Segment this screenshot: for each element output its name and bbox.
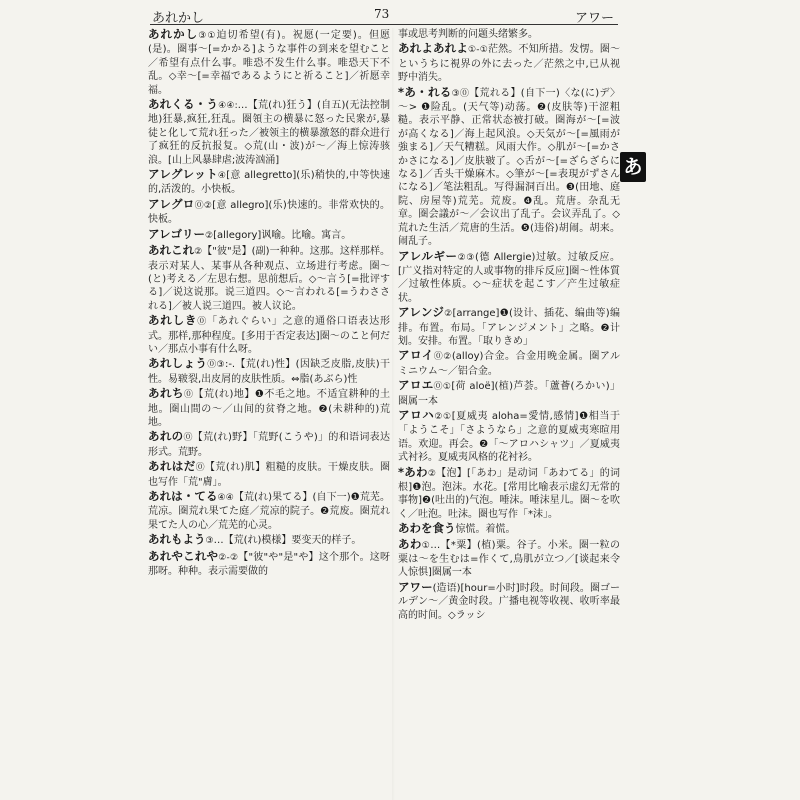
entry-headword: あれの	[148, 429, 184, 444]
entry-definition: 【荒(れ)野】「荒野(こうや)」的和语词表达形式。荒野。	[148, 432, 390, 458]
entry-accent: ⓪②	[194, 200, 213, 211]
entry-headword: あわを食う	[398, 521, 456, 536]
running-head-first-entry: あれかし	[152, 11, 205, 26]
entry-accent: ①-①	[468, 45, 488, 56]
entry-definition: 【"彼"や"是"や】这个那个。这呀那呀。种种。表示需要做的	[148, 551, 390, 578]
entry-definition: 【荒(れ)地】❶不毛之地。不适宜耕种的土地。圏山間の～／山间的贫脊之地。❷(未耕种的)荒地。	[148, 389, 390, 428]
entry-headword: あれよあれよ	[398, 41, 469, 56]
entry-headword: あれしょう	[148, 356, 208, 371]
entry-accent: ⓪	[184, 390, 194, 401]
entry-accent: ②	[444, 309, 453, 320]
running-head	[150, 6, 618, 25]
right-column	[398, 28, 620, 800]
dictionary-entry	[148, 198, 390, 227]
entry-definition: (造语)[hour=小时]时段。时间段。圏ゴールデン～／黄金时段。广播电视等收视、收听率最高的时间。◇ラッシ	[398, 582, 620, 621]
entry-headword: アレルギー	[398, 248, 458, 263]
entry-headword: あれはだ	[148, 459, 196, 474]
entry-headword: アレゴリー	[148, 226, 206, 241]
dictionary-entry	[148, 244, 390, 313]
dictionary-entry	[148, 490, 390, 532]
entry-headword: アレグロ	[148, 196, 195, 211]
entry-definition: [arrange]❶(设计、插花、编曲等)编排。布置。布局。「アレンジメント」之略。❷计划。安排。布置。「取りきめ」	[398, 308, 620, 347]
entry-definition: [荷 aloë](植)芦荟。「蘆薈(ろかい)」圏属一本	[398, 381, 620, 407]
dictionary-entry	[148, 460, 390, 489]
entry-definition: 惊慌。着慌。	[455, 524, 516, 536]
entry-definition: (德 Allergie)过敏。过敏反应。[广义指对特定的人或事物的排斥反应]圏～性体質／过敏性体质。◇～症状を起こす／产生过敏症状。	[398, 251, 620, 304]
dictionary-entry	[398, 522, 620, 536]
dictionary-entry	[148, 28, 390, 97]
dictionary-entry	[398, 466, 620, 522]
dictionary-entry	[148, 387, 390, 429]
entry-definition: …【荒(れ)模様】要变天的样子。	[213, 535, 362, 547]
running-head-last-entry: アワー	[574, 11, 614, 26]
page-number: 73	[374, 7, 390, 21]
entry-definition: 事或思考判断的问题头绪繁多。	[398, 29, 538, 40]
dictionary-entry	[148, 357, 390, 386]
column-divider	[392, 28, 395, 800]
dictionary-entry	[398, 250, 620, 306]
entry-accent: ③	[205, 536, 214, 547]
entry-accent: ⓪	[183, 433, 193, 444]
dictionary-entry	[398, 42, 620, 84]
entry-headword: アレグレット	[148, 167, 218, 182]
entry-accent: ②	[194, 247, 203, 258]
entry-definition: 【荒(れ)肌】粗糙的皮肤。干燥皮肤。圏也写作「荒"膚」。	[148, 462, 390, 488]
entry-headword: アロイ	[398, 348, 434, 363]
entry-definition: [allegory]讽喻。比喻。寓言。	[213, 229, 352, 241]
entry-definition: 茫然。不知所措。发愣。圏～というちに視界の外に去った／茫然之中,已从视野中消失。	[398, 44, 620, 84]
dictionary-entry	[148, 98, 390, 167]
dictionary-entry	[148, 430, 390, 459]
entry-definition: [意 allegretto](乐)稍快的,中等快速的,活泼的。小快板。	[148, 170, 390, 196]
entry-definition: 【荒れる】(自下一)〈な(に)デ〉～> ❶险乱。(天气等)动荡。❷(皮肤等)干涩粗糙。表示平静、正常状态被打破。圏海が～[=波が高くなる]／海上起风浪。◇天気が～[=風雨が強まる]／天气糟糕。风雨大作。◇肌が～[=かさかさになる]／皮肤皲了。◇舌が～[=ざらざらになる]／舌头干燥麻木。◇筆が～[=表現がずさんになる]／笔法粗乱。写得漏洞百出。❸(田地、庭院、房屋等)荒芜。荒废。❹乱。荒唐。杂乱无章。圏会議が～／会议出了乱子。会议弄乱了。◇荒れた生活／荒唐的生活。❺(违俗)胡闹。胡来。闹乱子。	[398, 87, 620, 248]
entry-accent: ②	[205, 230, 214, 241]
entry-accent: ③①	[198, 31, 217, 41]
entry-accent: ⓪①	[433, 382, 452, 393]
entry-definition: 【荒(れ)果てる】(自下一)❶荒芜。荒凉。圏荒れ果てた庭／荒凉的院子。❷荒废。圏荒れ果てた人の心／荒芜的心灵。	[148, 492, 390, 531]
dictionary-entry	[398, 86, 620, 249]
entry-headword: あれち	[148, 386, 185, 401]
entry-headword: アロエ	[398, 378, 434, 393]
dictionary-entry	[398, 379, 620, 408]
entry-definition: 【泡】[「あわ」是动词「あわてる」的词根]❶泡。泡沫。水花。[常用比喻表示虚幻无常的事物]❷(吐出的)气泡。唾沫。唾沫星儿。圏～を吹く／吐泡。吐沫。圏也写作「*沫」。	[398, 467, 620, 520]
entry-definition: 迫切希望(有)。祝愿(一定要)。但愿(是)。圏事～[=かかる]ような事件の到来を望むこと／希望有点什么事。唯恐不发生什么事。唯恐天下不乱。◇幸～[=幸福であるようにと祈ること]／祈愿幸福。	[148, 30, 390, 96]
entry-definition: [意 allegro](乐)快速的。非常欢快的。快板。	[148, 199, 390, 226]
entry-definition: …【荒(れ)狂う】(自五)(无法控制地)狂暴,疯狂,狂乱。圏領主の横暴に怒った民衆が,暴徒と化して荒れ狂った／被领主的横暴激怒的群众进行了疯狂的反抗报复。◇荒(山・波)が～／海上惊涛骇浪。[山上风暴肆虐;波涛汹涌]	[148, 100, 390, 166]
entry-headword: アワー	[398, 579, 433, 594]
entry-definition: :-.【荒(れ)性】(因缺乏皮脂,皮肤)干性。易皲裂,出皮屑的皮肤性质。⇔脂(あぶら)性	[148, 359, 390, 385]
dictionary-entry	[148, 533, 390, 548]
dictionary-entry	[148, 228, 390, 243]
dictionary-entry	[398, 349, 620, 378]
entry-accent: ②-②	[218, 552, 239, 563]
entry-definition: …【*粟】(植)粟。谷子。小米。圏一粒の粟は～を生むは=作くて,鳥肌が立つ／[谈起来令人惊惧]圏属一本	[398, 539, 620, 579]
entry-accent: ④④	[217, 493, 234, 503]
entry-accent: ④④:	[218, 101, 238, 112]
dictionary-entry	[398, 306, 620, 348]
dictionary-entry	[148, 550, 390, 579]
entry-headword: あれくる・う	[148, 97, 219, 112]
entry-headword: *あ・れる	[398, 84, 452, 99]
entry-definition: 【"彼"是】(副)一种种。这那。这样那样。表示对某人、某事从各种观点、立场进行考虑。圏～(と)考える／左思右想。思前想后。◇～言う[=批评する]／说这说那。说三道四。◇～言われる[=うわさされる]／被人说三道四。被人议论。	[148, 246, 390, 312]
dictionary-entry	[148, 168, 390, 197]
entry-accent: ⓪②	[433, 352, 452, 363]
entry-headword: アロハ	[398, 407, 435, 422]
entry-headword: あわ	[398, 536, 422, 551]
entry-accent: ③⓪	[451, 88, 470, 99]
entry-accent: ②③	[457, 252, 475, 263]
dictionary-entry	[398, 538, 620, 580]
dictionary-entry	[148, 314, 390, 356]
entry-headword: あれこれ	[148, 243, 195, 258]
left-column	[148, 28, 390, 800]
entry-accent: ⓪	[195, 463, 206, 474]
entry-headword: あれもよう	[148, 532, 206, 547]
entry-headword: あれやこれや	[148, 548, 219, 563]
entry-accent: ⓪③	[207, 360, 225, 371]
entry-headword: アレンジ	[398, 305, 445, 320]
entry-accent: ⓪	[197, 317, 208, 328]
entry-definition: (alloy)合金。合金用晚金属。圏アルミニウム～／铝合金。	[398, 351, 620, 377]
entry-accent: ②①	[434, 411, 452, 422]
entry-definition: [夏威夷 aloha=愛情,感情]❶相当于「ようこそ」「さようなら」之意的夏威夷寒暄用语。欢迎。再会。❷「～アロハシャツ」／夏威夷式衬衫。夏威夷风格的花衬衫。	[398, 410, 620, 464]
entry-accent: ①	[421, 540, 431, 551]
thumb-index-tab: あ	[620, 152, 646, 182]
entry-accent: ②	[427, 468, 437, 479]
dictionary-entry	[398, 409, 620, 465]
entry-headword: あれかし	[148, 28, 199, 41]
dictionary-entry	[398, 28, 620, 41]
dictionary-entry	[398, 581, 620, 622]
entry-headword: *あわ	[398, 464, 428, 479]
entry-headword: あれしき	[148, 313, 198, 328]
entry-accent: ④	[217, 171, 227, 182]
entry-headword: あれは・てる	[148, 489, 218, 503]
entry-definition: 「あれぐらい」之意的通俗口语表达形式。那样,那种程度。[多用于否定表达]圏～のこと何だい／那点小事有什么呀。	[148, 316, 390, 355]
